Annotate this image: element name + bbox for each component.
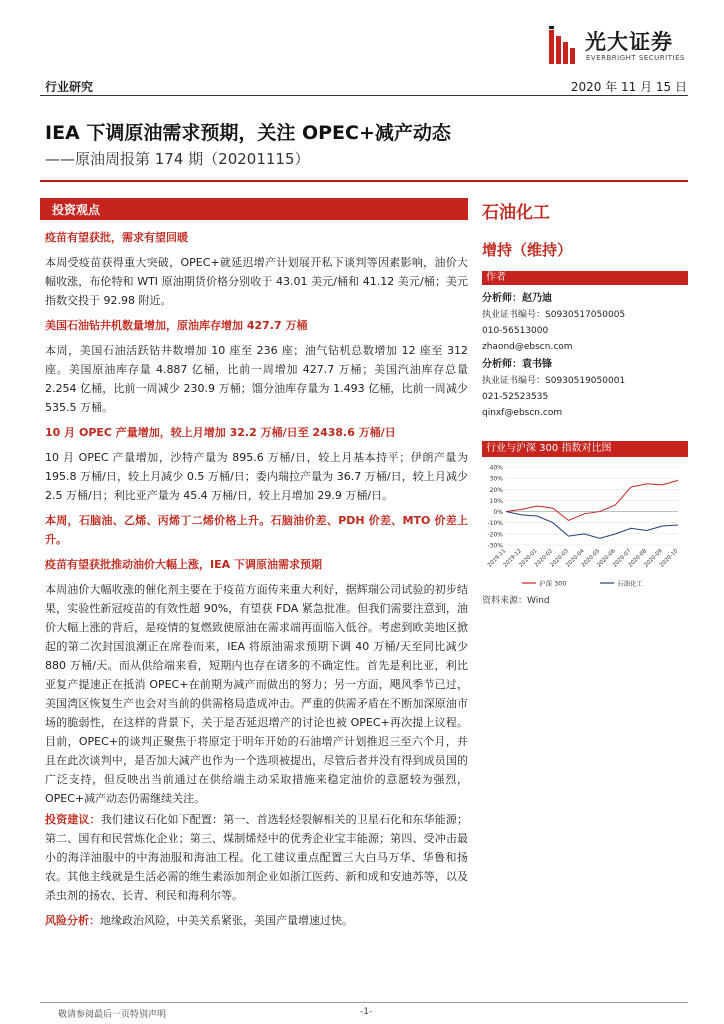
chart-ytick-label: -10% <box>487 520 503 528</box>
brand-name-en: EVERBRIGHT SECURITIES <box>586 54 685 62</box>
analyst-1-email: zhaond@ebscn.com <box>482 342 573 352</box>
chart-xtick-label: 2019-11 <box>486 548 508 569</box>
paragraph-inventory: 本周，美国石油活跃钻井数增加 10 座至 236 座；油气钻机总数增加 12 座至 312 座。美国原油库存量 4.887 亿桶，比前一周增加 427.7 万桶；美国汽油库存总量 2.254 亿桶，比前一周减少 230.9 万桶；馏分油库存量为 1.493 亿桶，比前一周减少 535.5 万桶。 <box>45 344 468 414</box>
chart-xtick-label: 2020-07 <box>612 548 633 569</box>
footer-divider <box>40 1002 688 1003</box>
chart-ytick-label: -30% <box>487 542 503 550</box>
footer <box>0 1004 724 1024</box>
heading-petrochemical: 本周，石脑油、乙烯、丙烯丁二烯价格上升。石脑油价差、PDH 价差、MTO 价差上升。 <box>45 514 468 546</box>
risk-text: 地缘政治风险，中美关系紧张，美国产量增速过快。 <box>100 914 353 927</box>
comparison-chart-svg <box>482 461 688 591</box>
brand-name: 光大证券 <box>585 30 673 54</box>
header-divider <box>40 95 688 96</box>
chart-legend-label: 沪深 300 <box>539 579 567 588</box>
brand-logo-icon <box>549 26 581 66</box>
section-label: 投资观点 <box>52 203 101 217</box>
analyst-1-name: 赵乃迪 <box>522 293 552 304</box>
chart-ytick-label: 10% <box>489 497 503 505</box>
paragraph-recommendation <box>45 810 468 905</box>
heading-opec-output: 10 月 OPEC 产量增加，较上月增加 32.2 万桶/日至 2438.6 万桶/日 <box>45 426 396 439</box>
report-date: 2020 年 11 月 15 日 <box>570 80 687 94</box>
risk-label: 风险分析： <box>45 914 100 927</box>
report-title: IEA 下调原油需求预期，关注 OPEC+减产动态 <box>45 122 451 144</box>
analyst-2-cert: 执业证书编号：S0930519050001 <box>482 376 626 386</box>
brand-logo <box>549 24 689 72</box>
analyst-2-email: qinxf@ebscn.com <box>482 408 563 418</box>
authors-tag: 作者 <box>482 271 688 285</box>
heading-vaccine: 疫苗有望获批，需求有望回暖 <box>45 231 188 244</box>
chart-ytick-label: 30% <box>489 475 503 483</box>
analyst-2-label: 分析师： <box>482 359 522 370</box>
chart-legend-label: 石油化工 <box>617 579 643 588</box>
analyst-1-label: 分析师： <box>482 293 522 304</box>
sidebar <box>482 198 688 606</box>
chart-ytick-label: 0% <box>493 509 503 517</box>
industry-name: 石油化工 <box>482 203 550 223</box>
chart-xtick-label: 2020-05 <box>580 548 602 569</box>
chart-xtick-label: 2019-12 <box>502 548 524 569</box>
main-column <box>45 226 468 930</box>
chart-xtick-label: 2020-08 <box>627 548 649 569</box>
chart-ytick-label: 20% <box>489 486 503 494</box>
paragraph-opec-output: 10 月 OPEC 产量增加，沙特产量为 895.6 万桶/日，较上月基本持平；伊朗产量为 195.8 万桶/日，较上月减少 0.5 万桶/日；委内瑞拉产量为 36.7 万桶/日，较上月减少 2.5 万桶/日；利比亚产量为 45.4 万桶/日，较上月增加 29.9 万桶/日。 <box>45 451 468 502</box>
recommendation-text: 我们建议石化如下配置：第一、首选轻烃裂解相关的卫星石化和东华能源；第二、国有和民营炼化企业；第三、煤制烯烃中的优秀企业宝丰能源；第四、受冲击最小的海洋油服中的中海油服和海油工程。化工建议重点配置三大白马万华、华鲁和扬农。其他主线就是生活必需的维生素添加剂企业如浙江医药、新和成和安迪苏等，以及杀虫剂的扬农、长青、利民和海利尔等。 <box>45 813 469 902</box>
page-number: -1- <box>360 1007 373 1017</box>
rating: 增持（维持） <box>482 241 573 259</box>
paragraph-oil-price: 本周受疫苗获得重大突破，OPEC+就延迟增产计划展开私下谈判等因素影响，油价大幅收涨，布伦特和 WTI 原油期货价格分别收于 43.01 美元/桶和 41.12 美元/桶；美元指数交投于 92.98 附近。 <box>45 256 468 307</box>
chart-xtick-label: 2020-03 <box>549 548 570 569</box>
chart-ytick-label: -20% <box>487 531 503 539</box>
title-divider <box>40 180 688 182</box>
chart-xtick-label: 2020-01 <box>518 548 539 569</box>
chart-ytick-label: 40% <box>489 464 503 472</box>
section-header <box>40 198 468 220</box>
comparison-chart <box>482 461 688 591</box>
analyst-1-phone: 010-56513000 <box>482 326 549 336</box>
analyst-2-name: 袁书锋 <box>522 359 552 370</box>
recommendation-label: 投资建议： <box>45 813 101 826</box>
chart-xtick-label: 2020-09 <box>643 548 664 569</box>
chart-xtick-label: 2020-04 <box>565 548 586 569</box>
heading-rig-count: 美国石油钻井机数量增加，原油库存增加 427.7 万桶 <box>45 319 308 332</box>
chart-xtick-label: 2020-10 <box>658 548 680 569</box>
chart-xtick-label: 2020-06 <box>596 548 617 569</box>
chart-series-line <box>506 512 678 539</box>
heading-iea: 疫苗有望获批推动油价大幅上涨，IEA 下调原油需求预期 <box>45 558 322 571</box>
paragraph-analysis: 本周油价大幅收涨的催化剂主要在于疫苗方面传来重大利好，据辉瑞公司试验的初步结果，实验性新冠疫苗的有效性超 90%，有望获 FDA 紧急批准。但我们需要注意到，油价大幅上涨的背后，是疫情的复燃致使原油在需求端再面临入低谷。考虑到欧美地区掀起的第二次封国浪潮正在席卷而来，IEA 将原油需求预期下调 40 万桶/天至同比减少 880 万桶/天。而从供给端来看，短期内也存在诸多的不确定性。首先是利比亚，利比亚复产提速正在抵消 OPEC+在前期为减产而做出的努力；另一方面，飓风季节已过，美国湾区恢复生产也会对当前的供需格局造成冲击。严重的供需矛盾在不断加深原油市场的脆弱性，在这样的背景下，关于是否延迟增产的讨论也被 OPEC+再次提上议程。目前，OPEC+的谈判正聚焦于将原定于明年开始的石油增产计划推迟三至六个月，并且在此次谈判中，是否加大减产也作为一个选项被提出，尽管后者并没有得到成员国的广泛支持，但反映出当前通过在供给端主动采取措施来稳定油价的意愿较为强烈，OPEC+减产动态仍需继续关注。 <box>45 583 468 805</box>
analyst-1 <box>482 291 688 421</box>
footer-disclaimer: 敬请参阅最后一页特别声明 <box>58 1010 167 1020</box>
report-subtitle: ——原油周报第 174 期（20201115） <box>45 150 310 168</box>
paragraph-risk <box>45 911 468 930</box>
chart-xtick-label: 2020-02 <box>533 548 555 569</box>
report-category: 行业研究 <box>45 80 94 94</box>
analyst-2-phone: 021-52523535 <box>482 392 549 402</box>
analyst-1-cert: 执业证书编号：S0930517050005 <box>482 310 626 320</box>
chart-tag: 行业与沪深 300 指数对比图 <box>482 441 688 457</box>
chart-source: 资料来源：Wind <box>482 596 550 606</box>
